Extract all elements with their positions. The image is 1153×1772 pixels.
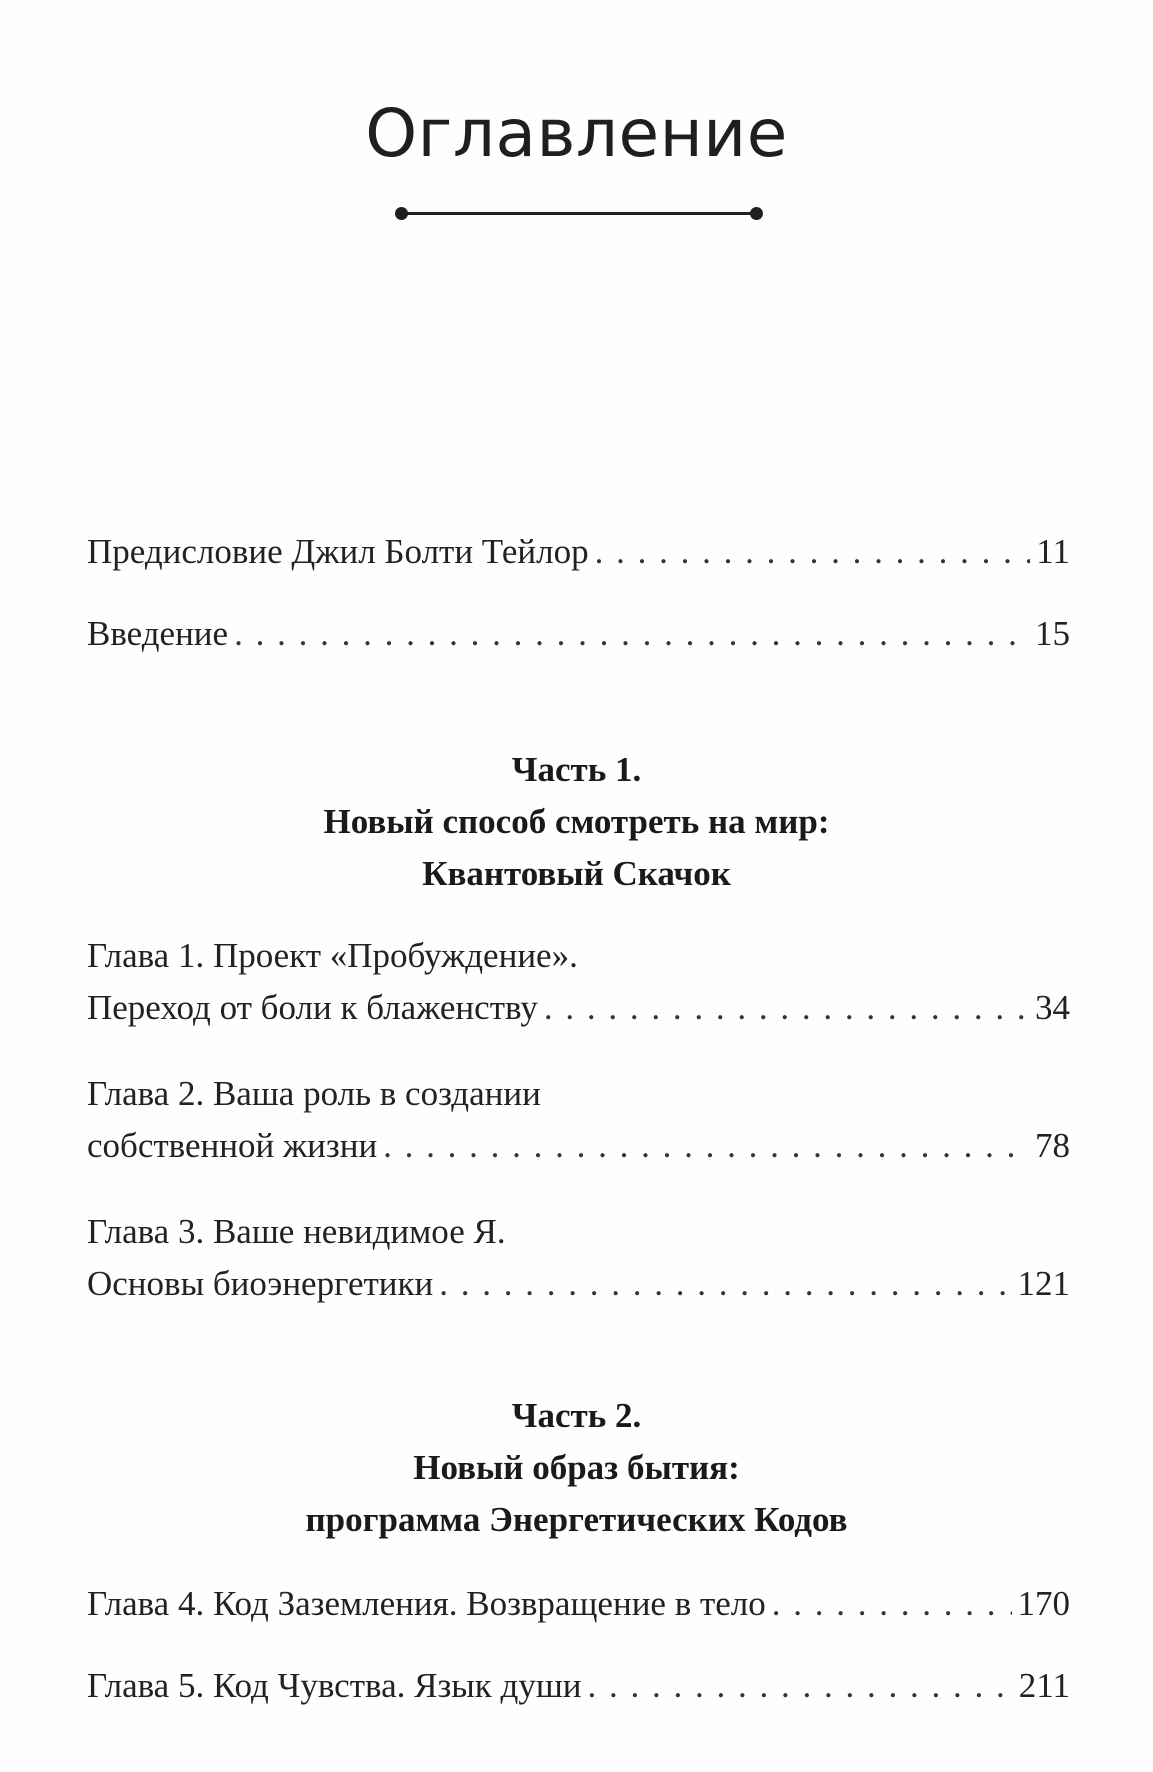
part-heading-1	[0, 744, 1153, 900]
chapter-1-title-line: Глава 1. Проект «Пробуждение».	[87, 936, 578, 975]
toc-entry-introduction	[87, 614, 1070, 654]
dot-leader	[234, 614, 1029, 654]
toc-entry-title: Глава 4. Код Заземления. Возвращение в тело	[87, 1584, 766, 1623]
toc-page-number: 11	[1036, 532, 1070, 571]
dot-leader	[439, 1264, 1011, 1304]
title-ornament	[395, 205, 763, 221]
chapter-2-title-line: Глава 2. Ваша роль в создании	[87, 1074, 541, 1113]
part-title-line: Новый способ смотреть на мир:	[323, 802, 830, 841]
part-title-line: Новый образ бытия:	[413, 1448, 740, 1487]
toc-page-number: 34	[1035, 988, 1070, 1027]
ornament-line	[403, 212, 755, 215]
toc-entry-title: Предисловие Джил Болти Тейлор	[87, 532, 589, 571]
toc-entry-title: Переход от боли к блаженству	[87, 988, 538, 1027]
dot-leader	[544, 988, 1029, 1028]
part-heading-2	[0, 1390, 1153, 1546]
page-title: Оглавление	[365, 95, 788, 172]
ornament-dot-right	[750, 207, 763, 220]
toc-entry-chapter-2	[87, 1126, 1070, 1166]
toc-page-number: 121	[1017, 1264, 1070, 1303]
toc-entry-title: Глава 5. Код Чувства. Язык души	[87, 1666, 582, 1705]
toc-page-number: 15	[1035, 614, 1070, 653]
toc-entry-chapter-4	[87, 1584, 1070, 1624]
dot-leader	[772, 1584, 1012, 1624]
part-number: Часть 1.	[511, 750, 642, 789]
toc-page-number: 211	[1018, 1666, 1070, 1705]
toc-page-number: 170	[1017, 1584, 1070, 1623]
toc-entry-chapter-3	[87, 1264, 1070, 1304]
dot-leader	[595, 532, 1031, 572]
toc-entry-chapter-1	[87, 988, 1070, 1028]
part-title-line: программа Энергетических Кодов	[305, 1500, 848, 1539]
dot-leader	[383, 1126, 1029, 1166]
part-number: Часть 2.	[511, 1396, 642, 1435]
part-title-line: Квантовый Скачок	[422, 854, 731, 893]
toc-entry-title: собственной жизни	[87, 1126, 378, 1165]
chapter-3-title-line: Глава 3. Ваше невидимое Я.	[87, 1212, 506, 1251]
toc-entry-title: Основы биоэнергетики	[87, 1264, 434, 1303]
ornament-dot-left	[395, 207, 408, 220]
dot-leader	[588, 1666, 1013, 1706]
toc-entry-preface	[87, 532, 1070, 572]
toc-entry-chapter-5	[87, 1666, 1070, 1706]
toc-page-number: 78	[1035, 1126, 1070, 1165]
toc-entry-title: Введение	[87, 614, 229, 653]
